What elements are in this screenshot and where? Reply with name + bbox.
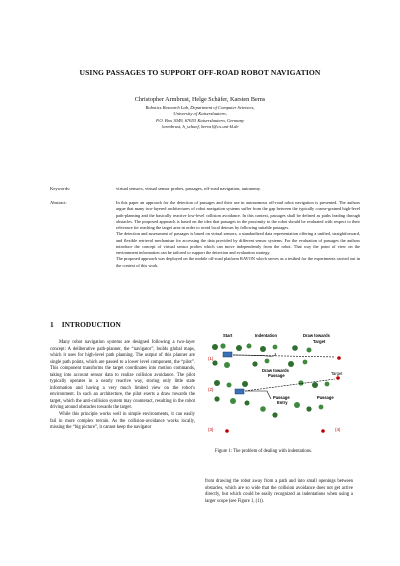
abstract-paragraph: The proposed approach was deployed on the mobile off-road platform RAVON which serves as a testbed for the experiments carried out in the context of this work. — [116, 256, 360, 268]
abstract-body — [116, 200, 360, 269]
fig-mark-3: (3) — [208, 427, 214, 432]
intro-paragraph: from drawing the robot away from a path and into small openings between obstacles, which are so wide that the collision avoidance does not get active directly, but which could be easily recognized as indentations when using a larger scope (see Figure 1, (1)). — [205, 479, 353, 504]
keywords-text: virtual sensors, virtual sensor probes, passages, off-road navigation, autonomy. — [116, 186, 261, 191]
keywords-label: Keywords: — [50, 186, 71, 191]
author-affiliation — [0, 105, 400, 130]
affiliation-line: University of Kaiserslautern, — [173, 111, 227, 117]
section-number: 1 — [50, 320, 54, 329]
fig-mark-2: (2) — [208, 387, 214, 392]
fig-label-passage-entry-2: Entry — [277, 400, 288, 405]
affiliation-line: P.O. Box 3049, 67653 Kaiserslautern, Germany — [155, 117, 245, 123]
robot-top — [223, 352, 232, 357]
fig-label-passage-entry-1: Passage — [273, 395, 290, 400]
fig-label-passage-right: Passage — [317, 395, 334, 400]
figure-indentations — [205, 327, 353, 443]
target-marker — [337, 356, 341, 360]
robot-bottom — [235, 389, 244, 394]
fig-label-target: Target — [313, 339, 326, 344]
abstract-paragraph: The detection and assessment of passages is based on virtual sensors, a standardized data representation offering a unified, straightforward, and flexible retrieval mechanism for accessing the data provided by different sensor systems. For the evaluation of passages the authors introduce the concept of virtual sensor probes which can move independently from the robot. That way the point of view on the environment information can be tailored to support the detection and evaluation strategy. — [116, 231, 360, 255]
arrow-passage — [245, 391, 271, 399]
fig-label-draw-2: Draw towards — [262, 368, 289, 373]
affiliation-line: Robotics Research Lab, Department of Computer Sciences, — [145, 105, 255, 110]
section-heading — [50, 320, 121, 329]
figure-caption: Figure 1: The problem of dealing with indentations. — [215, 449, 313, 454]
target-marker-4 — [321, 429, 325, 433]
intro-paragraph: Many robot navigation systems are designed following a two-layer concept: A deliberative path-planner, the “navigator”, builds global maps, which it uses for high-level path planning. The output of this planner are single path points, which are passed to a lower level component, the “pilot”. This component transforms the target coordinates into motion commands, taking into account sensor data to realize collision avoidance. The pilot typically operates in a nearly reactive way, storing only little state information and having a very much limited view on the robot’s environment. In such an architecture, the pilot exerts a draw towards the target, which the anti-collision system may counteract, resulting in the robot driving around obstacles towards the target. — [50, 340, 195, 411]
intro-left-column — [50, 340, 195, 432]
intro-right-column — [205, 479, 353, 505]
arrow-indentation — [233, 353, 275, 356]
target-marker-3 — [225, 429, 229, 433]
arrow-draw-target-2 — [245, 379, 335, 391]
fig-mark-4: (4) — [335, 427, 341, 432]
paper-authors: Christopher Armbrust, Helge Schäfer, Karsten Berns — [134, 96, 266, 103]
fig-label-passage-top: Passage — [268, 373, 285, 378]
section-title: INTRODUCTION — [61, 320, 121, 329]
author-emails: {armbrust, h_schaef, berns}@cs.uni-kl.de — [161, 123, 239, 129]
fig-label-indentation: Indentation — [255, 333, 278, 338]
fig-label-draw: Draw towards — [303, 333, 330, 338]
arrow-draw-target — [233, 355, 335, 357]
intro-paragraph: While this principle works well in simple environments, it can easily fail in more complex terrain. As the collision-avoidance works locally, missing the “big picture”, it cannot keep the navigator — [50, 412, 195, 431]
fig-mark-1: (1) — [208, 356, 214, 361]
abstract-paragraph: In this paper an approach for the detection of passages and their use in autonomous off-road robot navigation is presented. The authors argue that many two-layered architectures of robot navigation systems suffer from the gap between the typically coarse-grained high-level path-planning and the basically reactive low-level collision avoidance. In this context, passages shall be defined as paths leading through obstacles. The proposed approach is based on the idea that passages in the proximity to the robot should be evaluated with respect to their relevance for reaching the target area in order to avoid local detours by following suitable passages. — [116, 200, 360, 230]
target-marker-2 — [336, 376, 340, 380]
fig-label-start: Start — [223, 333, 233, 338]
paper-title: USING PASSAGES TO SUPPORT OFF-ROAD ROBOT NAVIGATION — [79, 68, 321, 77]
fig-label-target-small: Target — [331, 371, 343, 376]
abstract-label: Abstract: — [50, 200, 67, 205]
obstacle-row-bottom — [214, 380, 329, 418]
